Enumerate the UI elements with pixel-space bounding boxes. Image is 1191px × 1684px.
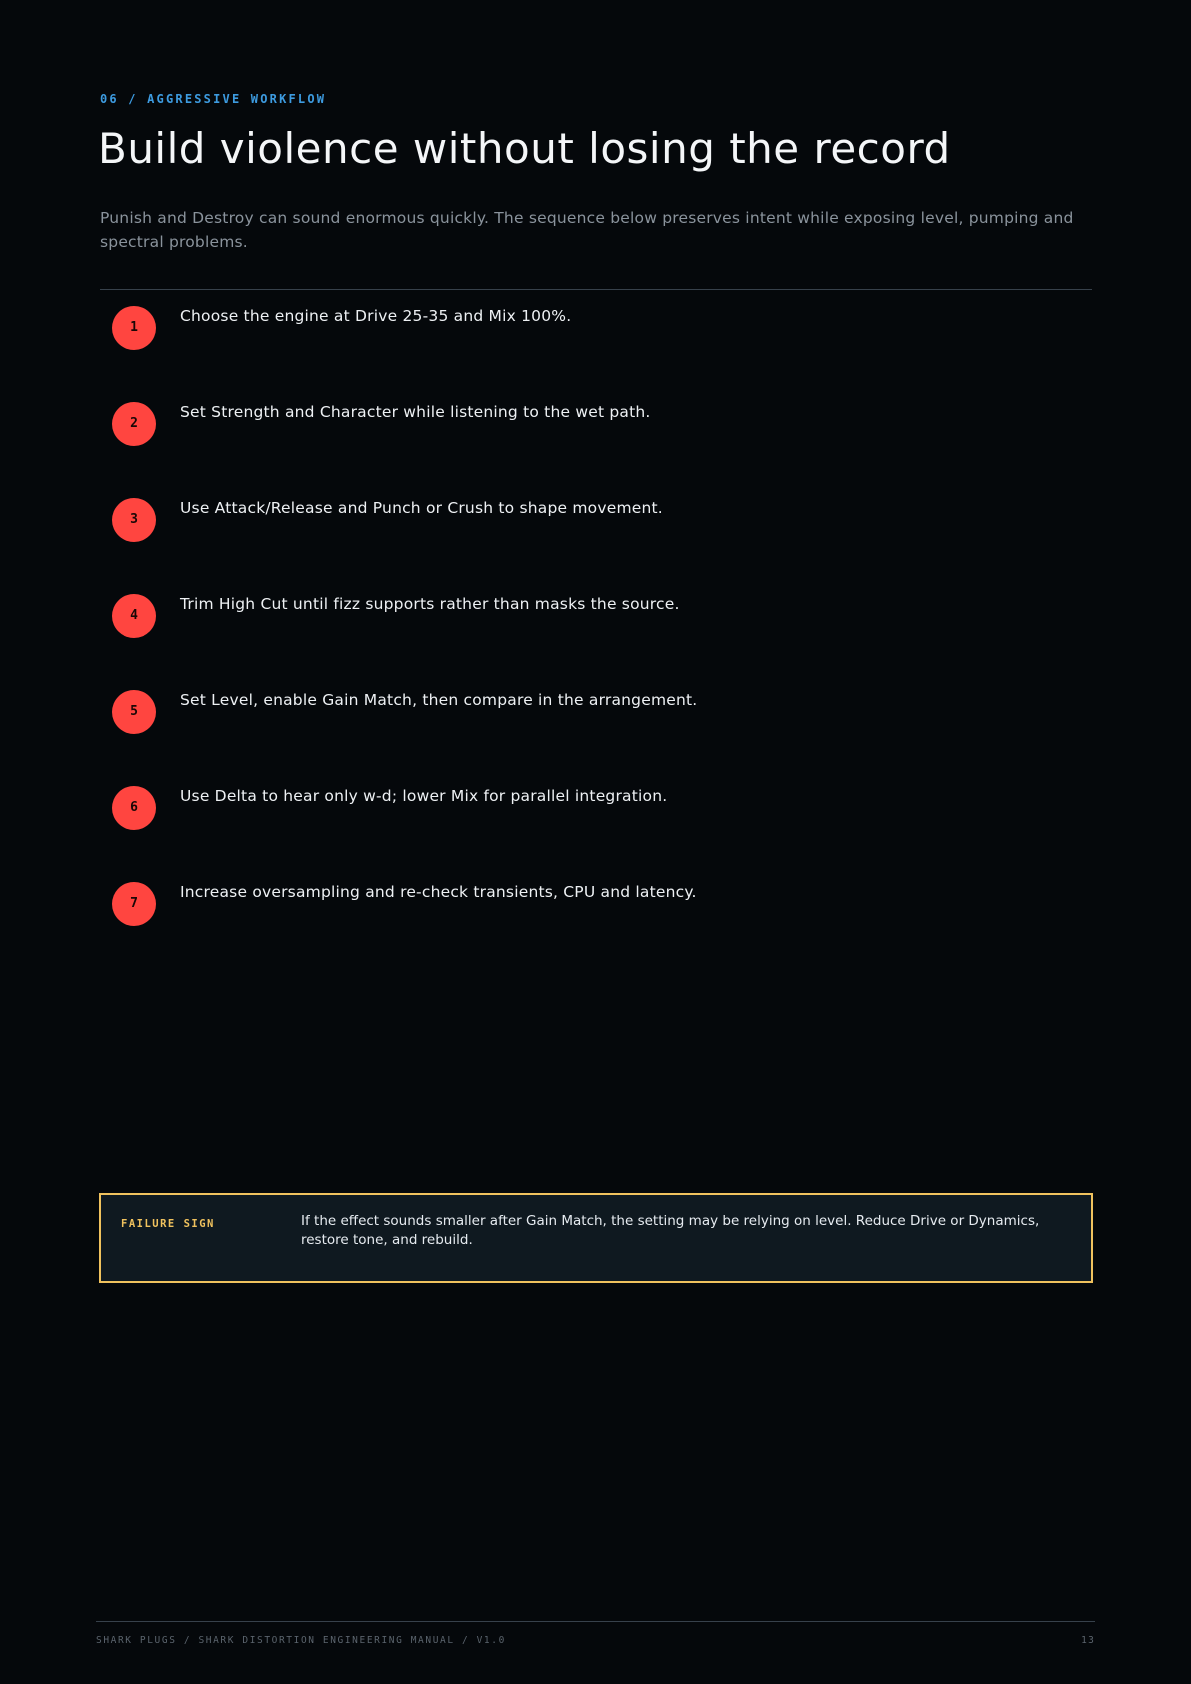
step-text: Set Level, enable Gain Match, then compare in the arrangement. xyxy=(180,691,698,709)
step-item xyxy=(100,578,1092,674)
step-text: Trim High Cut until fizz supports rather than masks the source. xyxy=(180,595,680,613)
step-number-badge: 2 xyxy=(112,402,156,446)
step-item xyxy=(100,482,1092,578)
section-eyebrow: 06 / AGGRESSIVE WORKFLOW xyxy=(100,92,327,106)
step-number-badge: 6 xyxy=(112,786,156,830)
step-text: Use Delta to hear only w-d; lower Mix for parallel integration. xyxy=(180,787,668,805)
step-number-badge: 1 xyxy=(112,306,156,350)
step-number-badge: 7 xyxy=(112,882,156,926)
footer-breadcrumb: SHARK PLUGS / SHARK DISTORTION ENGINEERING MANUAL / V1.0 xyxy=(96,1635,506,1646)
page-title: Build violence without losing the record xyxy=(98,124,951,173)
callout-text: If the effect sounds smaller after Gain Match, the setting may be relying on level. Reduce Drive or Dynamics, restore tone, and rebuild. xyxy=(301,1213,1040,1248)
callout-label: FAILURE SIGN xyxy=(121,1218,215,1230)
step-item xyxy=(100,674,1092,770)
page-number: 13 xyxy=(1081,1635,1095,1646)
footer-divider xyxy=(96,1621,1095,1622)
step-text: Set Strength and Character while listening to the wet path. xyxy=(180,403,651,421)
step-number-badge: 3 xyxy=(112,498,156,542)
failure-sign-callout xyxy=(99,1193,1093,1283)
step-item xyxy=(100,290,1092,386)
step-item xyxy=(100,866,1092,962)
step-number-badge: 5 xyxy=(112,690,156,734)
step-item xyxy=(100,770,1092,866)
step-number-badge: 4 xyxy=(112,594,156,638)
step-text: Choose the engine at Drive 25-35 and Mix 100%. xyxy=(180,307,572,325)
intro-paragraph: Punish and Destroy can sound enormous quickly. The sequence below preserves intent while exposing level, pumping and spectral problems. xyxy=(100,209,1074,251)
step-item xyxy=(100,386,1092,482)
step-text: Use Attack/Release and Punch or Crush to shape movement. xyxy=(180,499,663,517)
step-text: Increase oversampling and re-check transients, CPU and latency. xyxy=(180,883,697,901)
